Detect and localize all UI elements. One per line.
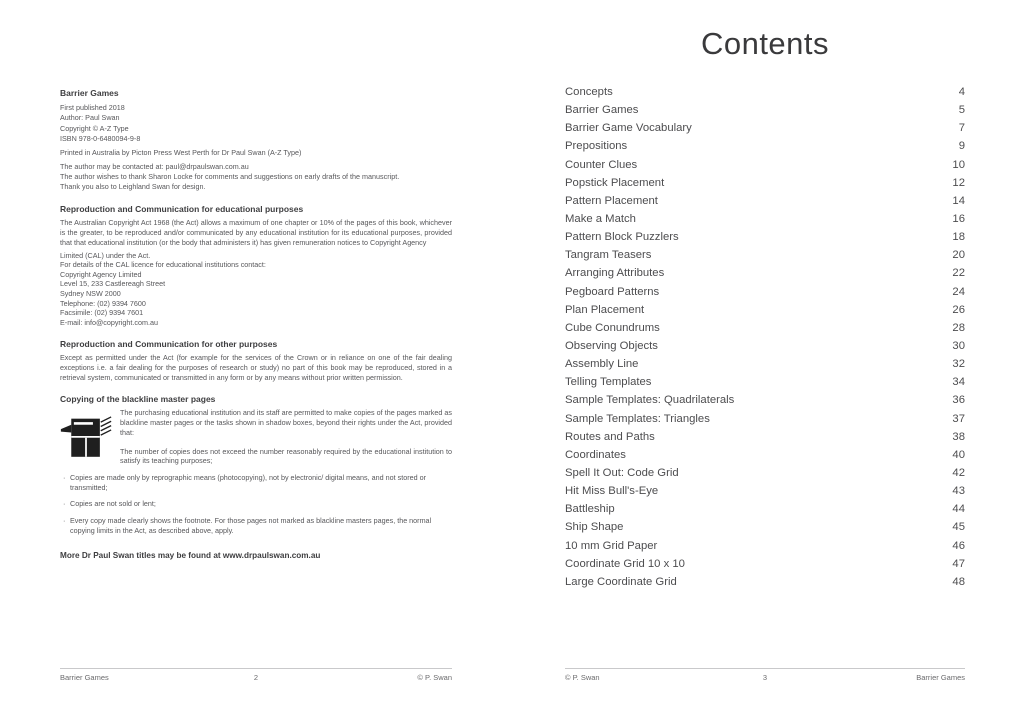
section-heading-copying: Copying of the blackline master pages — [60, 394, 216, 405]
toc-entry-page: 46 — [952, 539, 965, 552]
toc-entry-page: 47 — [952, 557, 965, 570]
toc-entry-label: Tangram Teasers — [565, 249, 652, 262]
toc-entry-label: Pegboard Patterns — [565, 285, 660, 298]
toc-entry-label: Battleship — [565, 503, 615, 516]
toc-entry[interactable] — [565, 503, 965, 521]
agency-line: Copyright Agency Limited — [60, 269, 142, 279]
toc-entry-label: Counter Clues — [565, 158, 638, 171]
contact-block — [60, 162, 452, 192]
toc-entry[interactable] — [565, 521, 965, 539]
toc-entry[interactable] — [565, 286, 965, 304]
contact-line: The author may be contacted at: paul@drpaulswan.com.au — [60, 162, 249, 172]
toc-entry-label: Prepositions — [565, 140, 628, 153]
imprint-page — [60, 88, 452, 560]
toc-entry[interactable] — [565, 576, 965, 594]
toc-entry-page: 38 — [952, 430, 965, 443]
toc-entry-page: 20 — [952, 249, 965, 262]
copying-bullet-list — [60, 473, 452, 536]
toc-entry-label: Concepts — [565, 86, 613, 98]
bullet-item — [60, 499, 452, 509]
toc-entry-label: Coordinate Grid 10 x 10 — [565, 557, 685, 570]
more-titles-line: More Dr Paul Swan titles may be found at www.drpaulswan.com.au — [60, 551, 321, 561]
toc-entry-page: 42 — [952, 466, 965, 479]
contents-title: Contents — [700, 26, 830, 61]
toc-entry-label: Sample Templates: Quadrilaterals — [565, 394, 735, 407]
toc-entry[interactable] — [565, 122, 965, 140]
toc-entry-label: Pattern Placement — [565, 194, 658, 207]
bullet-text: Copies are not sold or lent; — [70, 499, 156, 509]
toc-entry-label: Observing Objects — [565, 339, 658, 352]
toc-entry-label: 10 mm Grid Paper — [565, 539, 658, 552]
toc-entry-page: 7 — [958, 122, 965, 135]
toc-entry-page: 34 — [952, 376, 965, 389]
toc-entry[interactable] — [565, 231, 965, 249]
section-heading-educational: Reproduction and Communication for educational purposes — [60, 204, 304, 215]
toc-entry[interactable] — [565, 558, 965, 576]
toc-entry[interactable] — [565, 431, 965, 449]
table-of-contents — [565, 86, 965, 594]
toc-entry-page: 30 — [952, 339, 965, 352]
toc-entry-label: Barrier Games — [565, 104, 639, 117]
toc-entry[interactable] — [565, 322, 965, 340]
toc-entry-label: Sample Templates: Triangles — [565, 412, 710, 425]
bullet-item — [60, 516, 452, 535]
right-page-footer — [565, 668, 965, 682]
imprint-line: First published 2018 — [60, 103, 125, 112]
page-number: 3 — [762, 673, 768, 682]
toc-entry-page: 45 — [952, 521, 965, 534]
toc-entry-label: Pattern Block Puzzlers — [565, 231, 679, 244]
contents-page — [565, 26, 965, 594]
toc-entry-page: 44 — [952, 503, 965, 516]
toc-entry-label: Ship Shape — [565, 521, 624, 534]
toc-entry[interactable] — [565, 449, 965, 467]
toc-entry[interactable] — [565, 86, 965, 104]
page-number: 2 — [253, 673, 259, 682]
photocopier-icon — [60, 410, 112, 462]
section-heading-other-purposes: Reproduction and Communication for other purposes — [60, 339, 278, 350]
toc-entry[interactable] — [565, 485, 965, 503]
toc-entry-page: 43 — [952, 485, 965, 498]
toc-entry-page: 40 — [952, 448, 965, 461]
bullet-text: Copies are made only by reprographic means (photocopying), not by electronic/ digital means, and not stored or transmitted; — [70, 472, 426, 492]
agency-line: Facsimile: (02) 9394 7601 — [60, 308, 144, 318]
toc-entry[interactable] — [565, 104, 965, 122]
footer-copyright: © P. Swan — [565, 673, 600, 682]
toc-entry[interactable] — [565, 304, 965, 322]
imprint-line: Author: Paul Swan — [60, 113, 120, 123]
footer-copyright: © P. Swan — [417, 673, 452, 682]
toc-entry-label: Hit Miss Bull's-Eye — [565, 485, 659, 498]
footer-book-title: Barrier Games — [916, 673, 965, 682]
toc-entry-page: 48 — [952, 575, 965, 588]
educational-paragraph: The Australian Copyright Act 1968 (the Act) allows a maximum of one chapter or 10% of the pages of this book, whichever is the greater, to be reproduced and/or communicated by any educational institution for its educational purposes, provided that that educational institution (or the body that administers it) has given remuneration notices to Copyright Agency — [60, 218, 452, 247]
toc-entry-page: 12 — [952, 176, 965, 189]
toc-entry[interactable] — [565, 358, 965, 376]
copying-intro-paragraph: The purchasing educational institution and its staff are permitted to make copies of the pages marked as blackline master pages or the tasks shown in shadow boxes, beyond their rights under the Act, provided that: — [120, 408, 452, 437]
toc-entry[interactable] — [565, 140, 965, 158]
toc-entry[interactable] — [565, 177, 965, 195]
toc-entry-page: 28 — [952, 321, 965, 334]
agency-line: Telephone: (02) 9394 7600 — [60, 298, 146, 308]
toc-entry-page: 26 — [952, 303, 965, 316]
toc-entry[interactable] — [565, 340, 965, 358]
imprint-title: Barrier Games — [60, 88, 119, 98]
contact-line: The author wishes to thank Sharon Locke for comments and suggestions on early drafts of the manuscript. — [60, 172, 400, 182]
contact-line: Thank you also to Leighland Swan for design. — [60, 182, 206, 192]
toc-entry-label: Barrier Game Vocabulary — [565, 122, 692, 135]
toc-entry[interactable] — [565, 467, 965, 485]
agency-line: Level 15, 233 Castlereagh Street — [60, 279, 166, 289]
bullet-marker: · — [63, 516, 66, 526]
toc-entry[interactable] — [565, 159, 965, 177]
left-page-footer — [60, 668, 452, 682]
toc-entry-page: 22 — [952, 267, 965, 280]
toc-entry-label: Make a Match — [565, 212, 636, 225]
agency-line: For details of the CAL licence for educational institutions contact: — [60, 260, 266, 270]
agency-line: E-mail: info@copyright.com.au — [60, 317, 158, 327]
toc-entry[interactable] — [565, 540, 965, 558]
imprint-line: Copyright © A-Z Type — [60, 123, 129, 133]
toc-entry-page: 9 — [958, 140, 965, 153]
toc-entry-page: 18 — [952, 231, 965, 244]
footer-book-title: Barrier Games — [60, 673, 109, 682]
imprint-block — [60, 103, 452, 144]
toc-entry-label: Spell It Out: Code Grid — [565, 466, 679, 479]
printed-line: Printed in Australia by Picton Press West Perth for Dr Paul Swan (A-Z Type) — [60, 148, 302, 158]
toc-entry-page: 4 — [958, 86, 965, 98]
bullet-item — [60, 473, 452, 492]
toc-entry-label: Telling Templates — [565, 376, 652, 389]
bullet-marker: · — [63, 499, 66, 509]
toc-entry[interactable] — [565, 213, 965, 231]
toc-entry-label: Routes and Paths — [565, 430, 655, 443]
toc-entry-label: Plan Placement — [565, 303, 645, 316]
toc-entry-page: 10 — [952, 158, 965, 171]
toc-entry-page: 14 — [952, 194, 965, 207]
bullet-text: Every copy made clearly shows the footnote. For those pages not marked as blackline masters pages, the normal copying limits in the Act, as described above, apply. — [70, 516, 432, 535]
toc-entry[interactable] — [565, 394, 965, 412]
toc-entry[interactable] — [565, 249, 965, 267]
toc-entry-label: Large Coordinate Grid — [565, 575, 677, 588]
toc-entry-label: Coordinates — [565, 448, 626, 461]
toc-entry-label: Arranging Attributes — [565, 267, 665, 280]
copying-block — [60, 408, 452, 466]
imprint-line: ISBN 978-0-6480094-9-8 — [60, 133, 141, 143]
toc-entry-page: 16 — [952, 212, 965, 225]
toc-entry-page: 36 — [952, 394, 965, 407]
agency-line: Limited (CAL) under the Act. — [60, 250, 151, 260]
other-purposes-paragraph: Except as permitted under the Act (for example for the services of the Crown or in reliance on one of the fair dealing exceptions i.e. a fair dealing for the purposes of research or study) no part of this book may be reproduced, stored in a retrieval system, communicated or transmitted in any form or by any means without prior written permission. — [60, 353, 452, 382]
toc-entry-label: Popstick Placement — [565, 176, 665, 189]
toc-entry-page: 24 — [952, 285, 965, 298]
toc-entry-page: 37 — [952, 412, 965, 425]
toc-entry[interactable] — [565, 267, 965, 285]
bullet-marker: · — [63, 472, 66, 482]
toc-entry-label: Cube Conundrums — [565, 321, 660, 334]
copyright-agency-block — [60, 251, 452, 328]
toc-entry-page: 5 — [958, 104, 965, 117]
toc-entry[interactable] — [565, 376, 965, 394]
agency-line: Sydney NSW 2000 — [60, 288, 121, 298]
toc-entry[interactable] — [565, 195, 965, 213]
toc-entry-label: Assembly Line — [565, 358, 639, 371]
copying-condition-paragraph: The number of copies does not exceed the number reasonably required by the educational institution to satisfy its teaching purposes; — [120, 446, 452, 466]
toc-entry-page: 32 — [952, 358, 965, 371]
toc-entry[interactable] — [565, 413, 965, 431]
